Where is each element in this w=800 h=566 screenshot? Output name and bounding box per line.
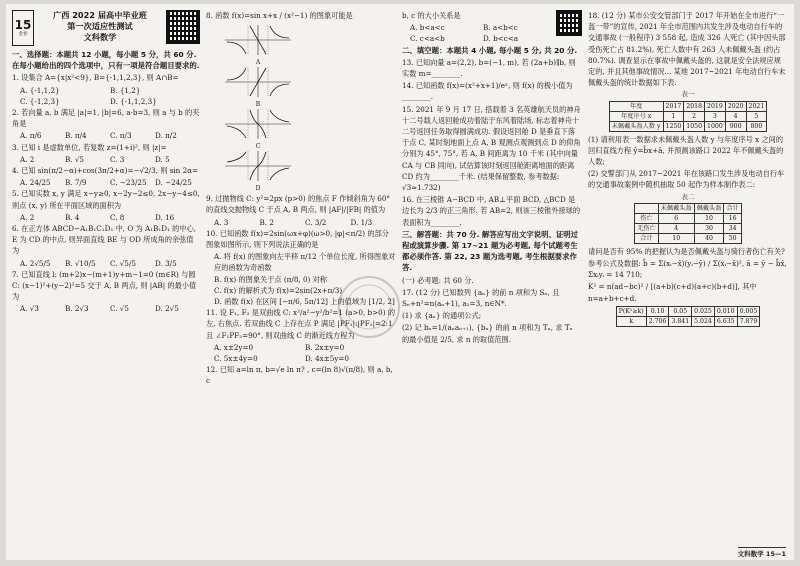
table-row: [635, 223, 742, 233]
col2-question-4: 12. 已知 a=ln π, b=√e ln π? , c=(ln 8)√(π/8), 则 a, b, c: [206, 365, 393, 386]
table-2-caption: 表二: [681, 192, 695, 201]
table-cell: 0.025: [692, 306, 715, 316]
answer-option: B. 7/9: [65, 178, 87, 188]
question-list-3: [402, 10, 582, 345]
graph-label-c: C: [255, 143, 261, 151]
answer-option: B. 2x±y=0: [305, 342, 345, 352]
col3-question-1: 二、填空题：本题共 4 小题, 每小题 5 分, 共 20 分.: [402, 45, 578, 55]
answer-option: B. 2√3: [65, 304, 89, 314]
title-line-3: 文科数学: [83, 32, 117, 42]
answer-option: D. 16: [155, 212, 175, 222]
table-cell: 未佩戴头盔: [658, 203, 694, 213]
answer-option: D. 函数 f(x) 在区间 [−π/6, 5π/12] 上的值域为 [1/2, 2]: [214, 297, 395, 307]
graph-option-d: [223, 150, 293, 193]
col3-question-3: 14. 已知函数 f(x)=(x²+x+1)/eˣ, 则 f(x) 的极小值为________.: [402, 81, 573, 102]
table-cell: 无伤亡: [635, 223, 659, 233]
question-list-1: [12, 72, 200, 314]
table-cell: 未佩戴头盔人数 y: [609, 121, 663, 131]
table-cell: 5: [746, 111, 767, 121]
col1-question-6: 7. 已知直线 l: (m+2)x−(m+1)y+m−1=0 (m∈R) 与圆 C: (x−1)²+(y−2)²=5 交于 A, B 两点, 则 |AB| 的最小值为: [12, 269, 197, 302]
graph-label-d: D: [255, 185, 261, 193]
column-4: [588, 10, 788, 327]
table-cell: P(K²≥k): [616, 306, 646, 316]
column-3: [402, 10, 582, 346]
badge-number: 15: [14, 17, 32, 32]
answer-option: B. π/4: [65, 131, 87, 141]
answer-option: D. −24/25: [155, 178, 192, 188]
table-cell: 34: [724, 223, 741, 233]
table-cell: 1: [663, 111, 684, 121]
col3-question-2: 13. 已知向量 a=(2,2), b=(−1, m), 若 (2a+b)∥b, 则实数 m=________.: [402, 57, 576, 79]
table-cell: 4: [658, 223, 694, 233]
col1-question-3: 4. 已知 sin(π/2−α)+cos(3π/2+α)=−√2/3, 则 sin 2α=: [12, 166, 199, 176]
exam-page: [6, 4, 794, 560]
table-cell: 10: [694, 213, 724, 223]
section-1-title: 一、选择题：本题共 12 小题，每小题 5 分，共 60 分. 在每小题给出的四个选项中，只有一项是符合题目要求的.: [12, 50, 200, 71]
graph-label-a: A: [255, 59, 261, 67]
table-cell: 0.10: [646, 306, 669, 316]
table-cell: 10: [658, 233, 694, 243]
table-cell: 1000: [705, 121, 726, 131]
question-18-part-3: 请问是否有 95% 的把握认为是否佩戴头盔与骑行者伤亡有关?: [588, 246, 785, 256]
answer-option: C. 3/2: [305, 217, 327, 227]
table-cell: 1250: [663, 121, 684, 131]
table-cell: 伤亡: [635, 213, 659, 223]
table-cell: 6: [658, 213, 694, 223]
col2-question-3: 11. 设 F₁, F₂ 是双曲线 C: x²/a²−y²/b²=1 (a>0, b>0) 的左, 右焦点. 若双曲线 C 上存在点 P 满足 |PF₁|:|PF₂|=2:1 且 ∠F₁PF₂=90°, 则双曲线 C 的渐近线方程为: [206, 308, 396, 340]
col3-question-5: 16. 在三棱锥 A−BCD 中, AB⊥平面 BCD, △BCD 是边长为 2/3 的正三角形. 若 AB=2, 则该三棱锥外接球的表面积为________.: [402, 195, 581, 227]
table-row: [616, 306, 760, 316]
col1-question-2: 3. 已知 i 是虚数单位, 若复数 z=(1+i)², 则 |z|=: [12, 142, 167, 152]
title-line-2: 第一次适应性测试: [67, 21, 133, 31]
table-2: [634, 203, 742, 244]
answer-option: A. π/6: [20, 131, 42, 141]
table-cell: [635, 203, 659, 213]
answer-option: A. b<a<c: [410, 23, 445, 33]
graph-option-a: [223, 24, 293, 67]
title-line-1: 广西 2022 届高中毕业班: [53, 10, 147, 20]
table-cell: 0.010: [714, 306, 737, 316]
table-row: [635, 203, 742, 213]
answer-option: D. 2√5: [155, 304, 179, 314]
question-18: 18. (12 分) 某市公安交管部门于 2017 年开始在全市进行“一盔一带”的宣传, 2021 年全市范围内共发生涉及电动自行车的交通事故 (一般程序) 3 558 起, 造成 326 人死亡 (其中因头部受伤死亡占 81.2%), 死亡人数中有 263 人未佩戴头盔 (约占 80.7%). 调查显示在事故中佩戴头盔的, 这就是安全法规应规定的, 并且其他事故情况... 某地 2017~2021 年电动自行车未佩戴头盔的统计数据如下表.: [588, 11, 786, 88]
answer-options: [206, 217, 396, 228]
graph-option-b: [223, 66, 293, 109]
answer-options: [12, 130, 200, 141]
answer-options: [206, 342, 396, 364]
col2-question-2: 10. 已知函数 f(x)=2sin(ωx+φ)(ω>0, |φ|<π/2) 的部分图象如图所示, 则下列说法正确的是: [206, 228, 389, 250]
col3-question-4: 15. 2021 年 9 月 17 日, 搭载着 3 名英雄航天员的神舟十二号载人返回舱成功着陆于东风着陆场, 标志着神舟十二号返回任务取得圆满成功. 假设返回舱 D 是垂直下落于点 C, 某时刻地面上点 A, B 观测点观测到点 D 的仰角分别为 45°, 75°, 若 A, B 间距离为 10 千米 (其中向量 CA 与 CB 同向), 试估算该时刻返回舱距离地面的距离 CD 约为________千米. (结果保留整数, 参考数据: √3≈1.732): [402, 104, 581, 193]
table-cell: 合计: [635, 233, 659, 243]
col3-question-10: (2) 记 bₙ=1/(aₙaₙ₊₁), {bₙ} 的前 n 项和为 Tₙ, 求 Tₙ 的最小值是 2/5, 求 n 的取值范围.: [402, 323, 573, 344]
answer-option: D. 5: [155, 154, 170, 164]
table-cell: 2018: [684, 101, 705, 111]
table-1-caption: 表一: [681, 90, 695, 99]
answer-option: D. {-1,1,2,3}: [110, 96, 157, 106]
answer-options: [12, 303, 200, 314]
table-row: [635, 213, 742, 223]
table-cell: 0.05: [669, 306, 692, 316]
answer-option: A. 2: [20, 212, 35, 222]
answer-option: A. 将 f(x) 的图象向左平移 π/12 个单位长度, 所得图象对应的函数为奇函数: [214, 252, 396, 273]
page-footer: 文科数学 15—1: [738, 547, 786, 558]
qr-code-small-icon: [556, 10, 582, 36]
col3-question-9: (1) 求 {aₙ} 的通项公式;: [402, 311, 482, 321]
answer-option: A. x±2y=0: [214, 342, 254, 352]
exam-header: [12, 10, 200, 46]
badge-subtitle: 金卷: [18, 31, 28, 37]
table-cell: 7.879: [737, 316, 760, 326]
table-cell: 年度: [609, 101, 663, 111]
answer-option: B. √5: [65, 154, 85, 164]
question-8: 8. 函数 f(x)=sin x+x / (x²−1) 的图象可能是: [206, 11, 353, 20]
table-1: [609, 101, 768, 132]
col3-question-7: (一) 必考题: 共 60 分.: [402, 275, 474, 285]
table-cell: 900: [725, 121, 746, 131]
answer-options: [12, 212, 200, 223]
answer-option: C. π/3: [110, 131, 132, 141]
table-cell: 2021: [746, 101, 767, 111]
graph-options: [220, 23, 370, 191]
table-cell: 合计: [724, 203, 741, 213]
answer-option: B. √10/5: [65, 258, 96, 268]
graph-option-c: [223, 108, 293, 151]
table-cell: k: [616, 316, 646, 326]
answer-option: A. 24/25: [20, 178, 51, 188]
answer-option: A. 2: [20, 154, 35, 164]
k2-formula: K² = n(ad−bc)² / [(a+b)(c+d)(a+c)(b+d)], 其中 n=a+b+c+d.: [588, 282, 757, 303]
answer-option: C. c<a<b: [410, 34, 445, 44]
col1-question-1: 2. 若向量 a, b 满足 |a|=1, |b|=6, a·b=3, 则 a 与 b 的夹角是: [12, 108, 200, 129]
table-cell: 0.005: [737, 306, 760, 316]
table-cell: 50: [724, 233, 741, 243]
table-cell: 2: [684, 111, 705, 121]
answer-option: C. {-1,2,3}: [20, 96, 60, 106]
table-cell: 16: [724, 213, 741, 223]
answer-option: B. 4: [65, 212, 80, 222]
answer-options: [12, 85, 200, 107]
answer-option: C. 5x±4y=0: [214, 354, 258, 364]
question-18-part-2: (2) 交警部门从 2017~2021 年在该路口发生涉及电动自行车的交通事故案例中随机抽取 50 起作为样本制作表二:: [588, 169, 785, 190]
col3-question-8: 17. (12 分) 已知数列 {aₙ} 的前 n 项和为 Sₙ, 且 Sₙ+n²=n(aₙ+1), a₂=3, n∈N*.: [402, 287, 560, 309]
table-cell: 3.841: [669, 316, 692, 326]
answer-option: B. f(x) 的图象关于点 (π/8, 0) 对称: [214, 274, 327, 284]
answer-options: [12, 177, 200, 188]
col3-question-0: b, c 的大小关系是: [402, 11, 461, 20]
answer-option: D. 3/5: [155, 258, 177, 268]
table-row: [616, 316, 760, 326]
table-row: [609, 111, 767, 121]
answer-option: C. 3: [110, 154, 125, 164]
col1-question-5: 6. 在正方体 ABCD−A₁B₁C₁D₁ 中, O 为 A₁B₁D₁ 的中心, E 为 CD 的中点, 则异面直线 BE 与 OD 所成角的余弦值为: [12, 224, 197, 256]
exam-title: [38, 10, 162, 43]
answer-option: A. {-1,1,2}: [20, 85, 60, 95]
answer-option: B. 2: [259, 217, 274, 227]
answer-option: D. 1/3: [350, 217, 373, 227]
table-cell: 2020: [725, 101, 746, 111]
answer-options: [402, 22, 556, 44]
table-cell: 佩戴头盔: [694, 203, 724, 213]
answer-options: [12, 154, 200, 165]
watermark-stamp-icon: [336, 274, 402, 340]
column-1: [12, 10, 200, 315]
answer-option: C. 8: [110, 212, 125, 222]
table-cell: 4: [725, 111, 746, 121]
answer-option: D. π/2: [155, 131, 177, 141]
answer-option: A. 2√5/5: [20, 258, 51, 268]
table-cell: 800: [746, 121, 767, 131]
table-cell: 6.635: [714, 316, 737, 326]
table-cell: 40: [694, 233, 724, 243]
answer-option: B. {1,2}: [110, 85, 141, 95]
table-cell: 3: [705, 111, 726, 121]
table-cell: 5.024: [692, 316, 715, 326]
table-row: [609, 101, 767, 111]
table-cell: 2017: [663, 101, 684, 111]
answer-option: C. √5: [110, 304, 129, 314]
table-row: [609, 121, 767, 131]
answer-options: [12, 258, 200, 269]
table-row: [635, 233, 742, 243]
answer-option: C. f(x) 的解析式为 f(x)=2sin(2x+π/3): [214, 285, 343, 295]
answer-option: D. b<c<a: [483, 34, 519, 44]
answer-option: C. −23/25: [110, 178, 147, 188]
qr-code-icon: [166, 10, 200, 44]
table-cell: 30: [694, 223, 724, 233]
answer-option: C. √5/5: [110, 258, 136, 268]
reference-formula: 参考公式及数据: b̂ = Σ(xᵢ−x̄)(yᵢ−ȳ) / Σ(xᵢ−x̄)², â = ȳ − b̂x̄, Σxᵢyᵢ = 14 710;: [588, 259, 787, 280]
col1-question-0: 1. 设集合 A={x|x²<9}, B={-1,1,2,3}, 则 A∩B=: [12, 73, 179, 83]
table-cell: 1050: [684, 121, 705, 131]
answer-option: A. √3: [20, 304, 39, 314]
answer-option: A. 3: [214, 217, 229, 227]
answer-option: B. a<b<c: [483, 23, 518, 33]
table-3: [616, 306, 761, 327]
question-18-part-1: (1) 请利用表一数据求未佩戴头盔人数 y 与年度序号 x 之间的回归直线方程 ŷ=b̂x+â, 并预测该路口 2022 年不佩戴头盔的人数;: [588, 134, 784, 167]
table-cell: 年度序号 x: [609, 111, 663, 121]
col3-question-6: 三、解答题：共 70 分. 解答应写出文字说明、证明过程或演算步骤. 第 17~21 题为必考题, 每个试题考生都必须作答. 第 22, 23 题为选考题, 考生根据要求作答.: [402, 229, 579, 273]
answer-option: D. 4x±5y=0: [305, 354, 349, 364]
table-cell: 2.706: [646, 316, 669, 326]
col1-question-4: 5. 已知实数 x, y 满足 x−y≥0, x−2y−2≤0, 2x−y−4≤0, 则点 (x, y) 所在平面区域的面积为: [12, 189, 200, 210]
col2-question-1: 9. 过抛物线 C: y²=2px (p>0) 的焦点 F 作倾斜角为 60° 的直线交抛物线 C 于点 A, B 两点, 则 |AF|/|FB| 的值为: [206, 194, 391, 215]
graph-label-b: B: [255, 101, 261, 109]
table-cell: 2019: [705, 101, 726, 111]
exam-number-badge: [12, 10, 34, 46]
